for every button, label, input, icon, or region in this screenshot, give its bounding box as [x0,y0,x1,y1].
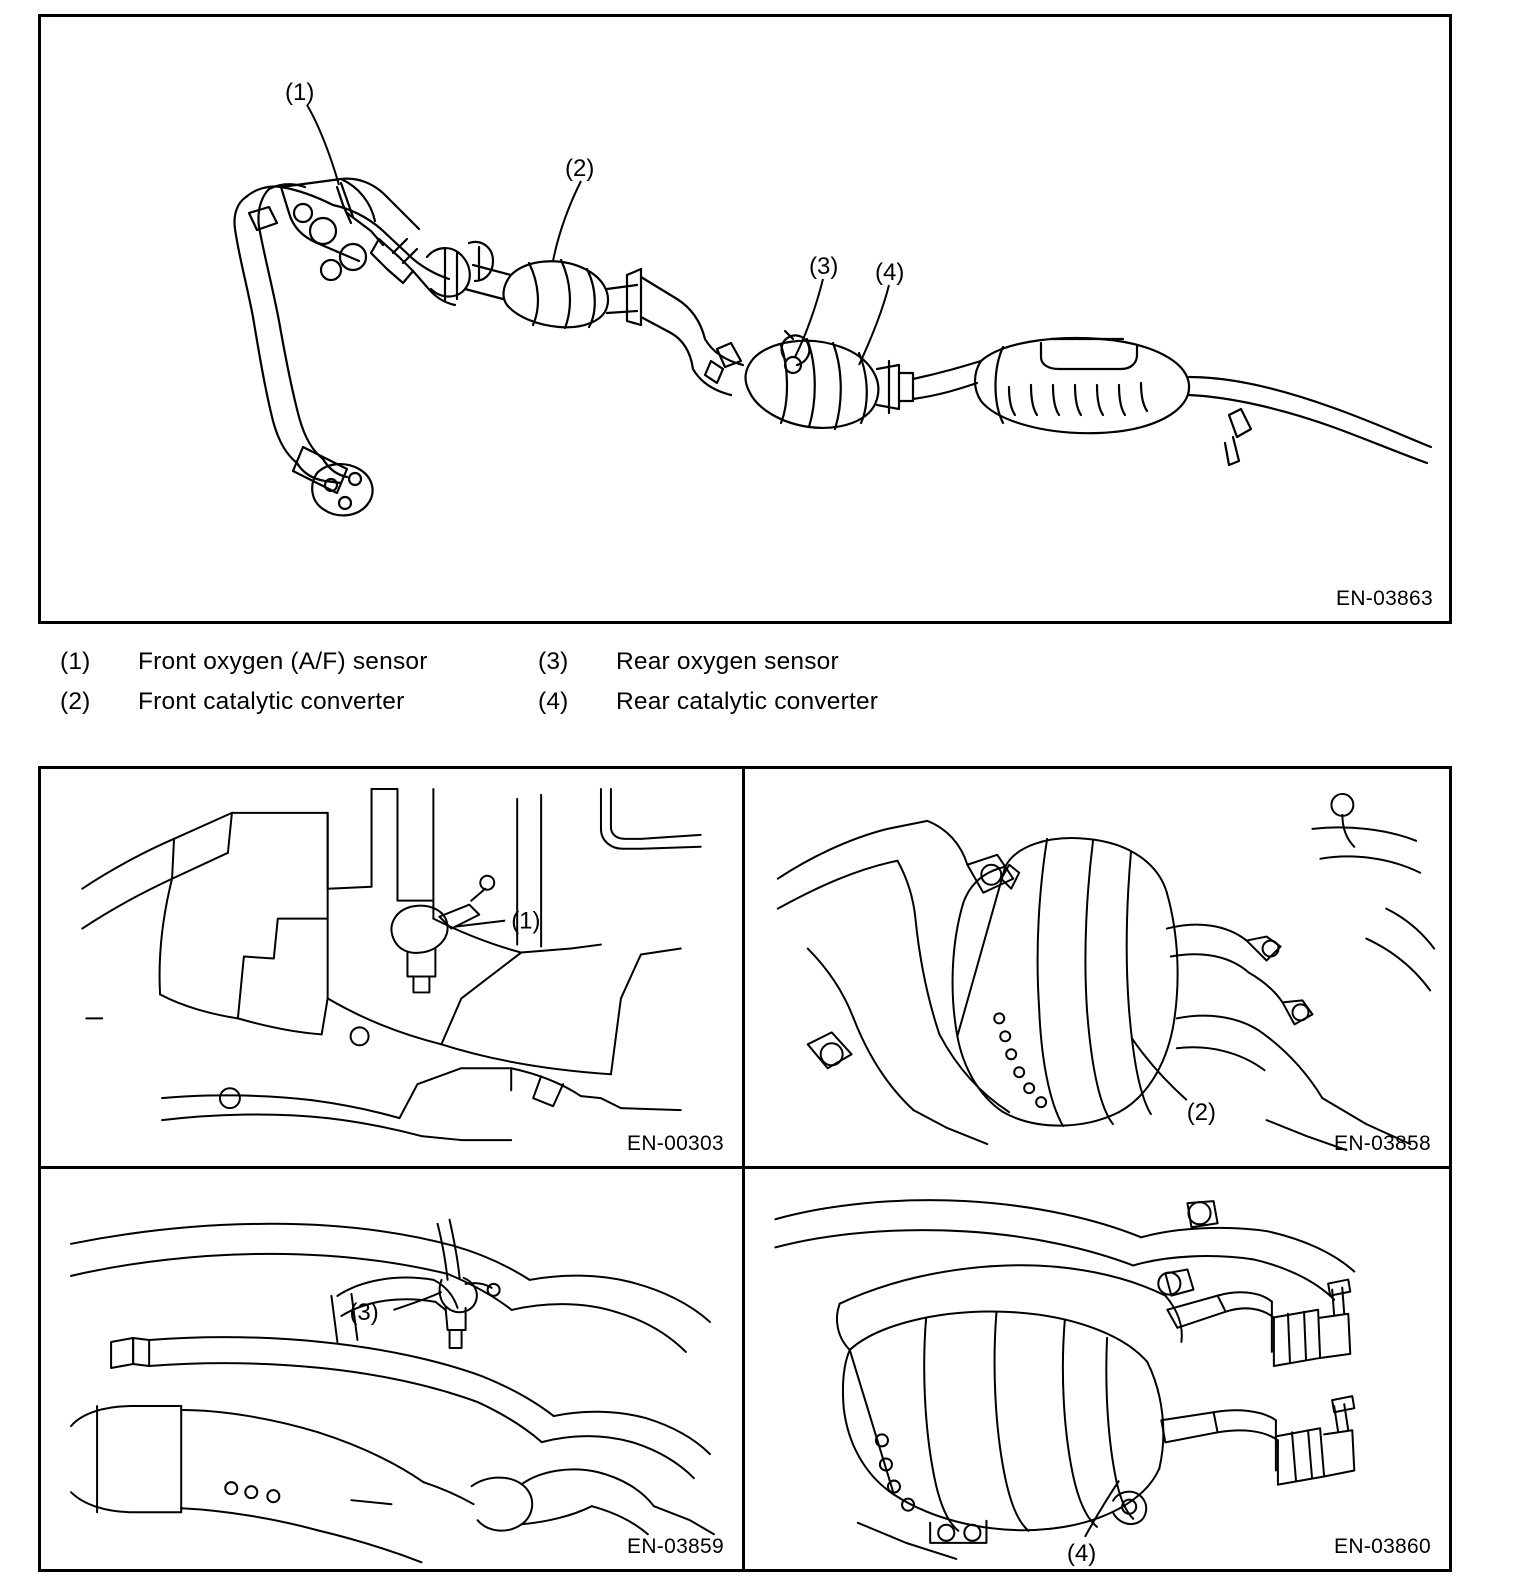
legend-label: Front oxygen (A/F) sensor [138,648,428,675]
legend-item-2 [60,688,404,716]
main-figure-panel [38,14,1452,624]
legend-number: (2) [60,688,91,715]
legend-label: Rear catalytic converter [616,688,879,715]
detail-callout-2-text: (2) [1186,1099,1217,1127]
legend-number: (4) [538,688,569,715]
callout-1: (1) [285,79,315,106]
legend-label: Rear oxygen sensor [616,648,839,675]
legend-number: (1) [60,648,91,675]
main-figure-illustration [41,17,1449,621]
figure-code-detail-4: EN-03860 [1334,1535,1431,1558]
figure-code-detail-1: EN-00303 [627,1132,724,1155]
detail-view-en-03859 [41,1169,745,1569]
figure-code-detail-3: EN-03859 [627,1535,724,1558]
leader-4 [859,285,889,365]
figure-code-main: EN-03863 [1336,587,1433,610]
detail-callout-4-text: (4) [1066,1539,1097,1567]
leader-detail-4 [1085,1481,1119,1537]
legend-row [38,688,1452,726]
callout-3: (3) [809,253,839,280]
callout-4: (4) [875,259,905,286]
legend-item-3 [538,648,839,676]
figure-code-detail-2: EN-03858 [1334,1132,1431,1155]
legend-label: Front catalytic converter [138,688,405,715]
detail-illustration-1 [41,769,742,1166]
legend-item-1 [60,648,428,676]
detail-view-en-03860 [745,1169,1449,1569]
legend-item-4 [538,688,878,716]
detail-view-en-03858 [745,769,1449,1169]
leader-2 [553,181,581,261]
detail-illustration-3 [41,1169,742,1569]
detail-callout-3-text: (3) [349,1298,379,1326]
legend-number: (3) [538,648,569,675]
detail-view-en-00303 [41,769,745,1169]
legend-row [38,648,1452,686]
detail-illustration-4 [745,1169,1449,1569]
leader-1 [307,105,339,185]
callout-2: (2) [565,155,595,182]
detail-views-grid [38,766,1452,1572]
detail-illustration-2 [745,769,1449,1166]
detail-callout-1-text: (1) [511,907,541,935]
legend [38,648,1452,732]
